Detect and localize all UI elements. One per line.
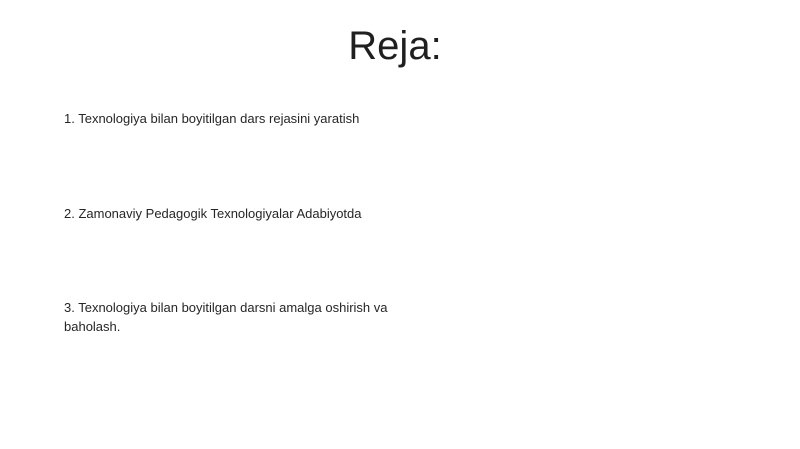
slide-title: Reja:	[348, 24, 442, 68]
agenda-item-1: 1. Texnologiya bilan boyitilgan dars rejasini yaratish	[64, 111, 360, 126]
agenda-item-2: 2. Zamonaviy Pedagogik Texnologiyalar Adabiyotda	[64, 206, 362, 221]
agenda-item-3: 3. Texnologiya bilan boyitilgan darsni amalga oshirish va baholash.	[64, 300, 388, 334]
